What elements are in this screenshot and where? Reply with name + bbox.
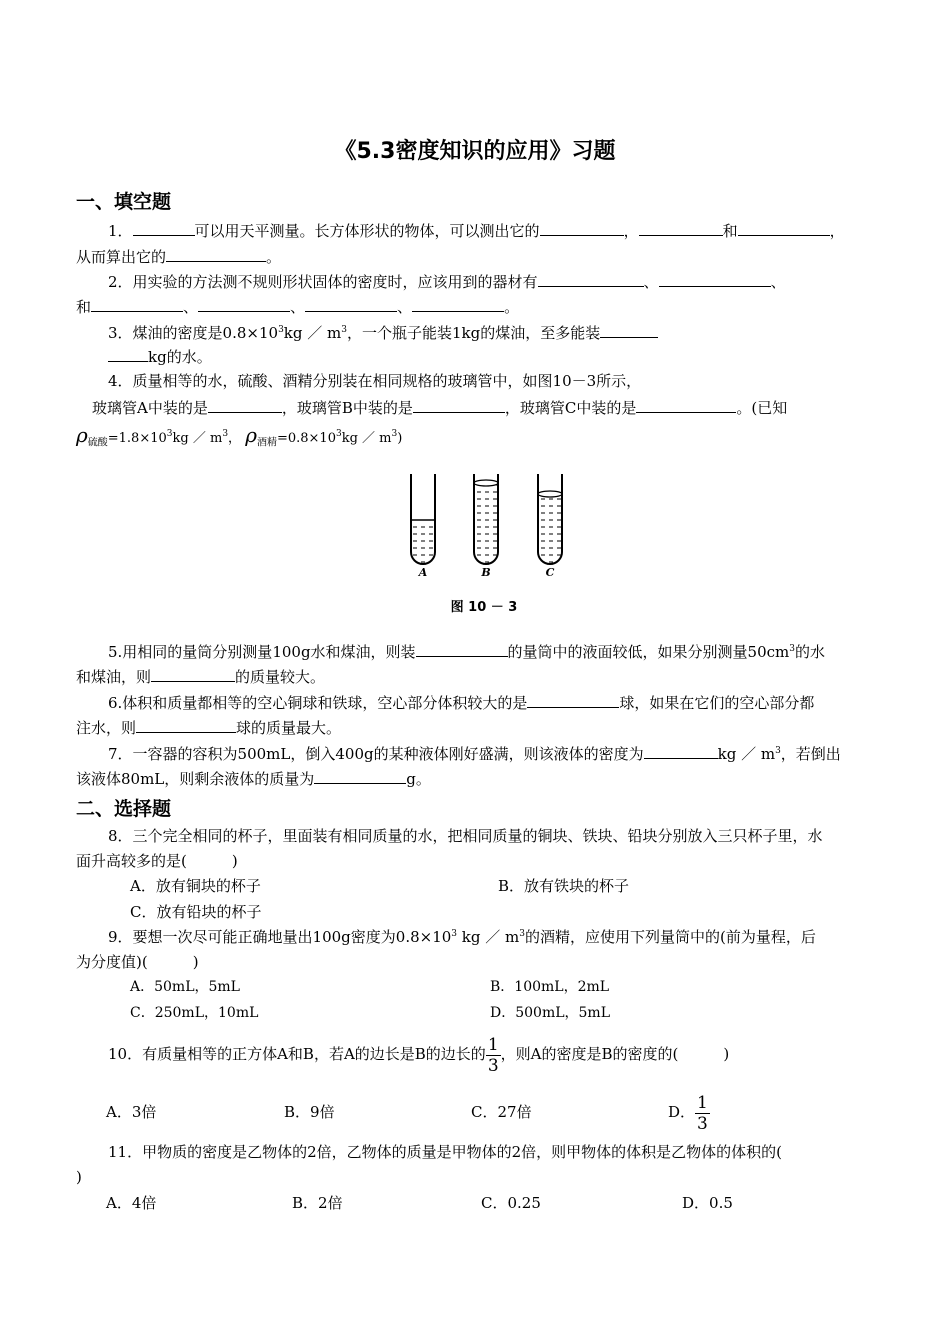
answer-blank[interactable] — [639, 220, 723, 236]
fraction-one-third: $\frac{1}{3}$ — [697, 1092, 708, 1134]
answer-blank[interactable] — [305, 296, 397, 312]
question-1-cont: 从而算出它的 。 — [76, 248, 282, 266]
answer-blank[interactable] — [644, 743, 718, 759]
question-11-cont: ) — [76, 1168, 82, 1186]
answer-blank[interactable] — [314, 768, 406, 784]
question-7-cont: 该液体80mL，则剩余液体的质量为 g。 — [76, 770, 431, 788]
q11-option-d[interactable]: D．0.5 — [682, 1194, 733, 1212]
q11-option-b[interactable]: B．2倍 — [292, 1194, 343, 1212]
question-9: 9．要想一次尽可能正确地量出100g密度为$0.8\times 10^3$ kg ／ $m^3$的酒精，应使用下列量筒中的(前为量程，后 — [108, 928, 816, 946]
question-11: 11．甲物质的密度是乙物体的2倍，乙物体的质量是甲物体的2倍，则甲物体的体积是乙物体的体积的( — [108, 1143, 783, 1161]
q8-option-b[interactable]: B．放有铁块的杯子 — [498, 877, 630, 895]
answer-blank[interactable] — [108, 346, 148, 362]
question-1: 1． 可以用天平测量。长方体形状的物体，可以测出它的 ， 和 ， — [108, 222, 845, 240]
question-3: 3．煤油的密度是$0.8\times 10^3kg$ ／ $m^3$，一个瓶子能装1kg的煤油，至多能装 — [76, 322, 878, 343]
answer-blank[interactable] — [738, 220, 830, 236]
question-9-cont: 为分度值)( ) — [76, 953, 199, 971]
question-4-densities: $\rho_{硫酸}=1.8\times 10^3kg$ ／ $m^3$， $\rho_{酒精}=0.8\times 10^3kg$ ／ $m^3$) — [76, 423, 403, 449]
answer-blank[interactable] — [659, 271, 771, 287]
question-2: 2．用实验的方法测不规则形状固体的密度时，应该用到的器材有 、 、 — [108, 273, 786, 291]
question-7: 7．一容器的容积为500mL，倒入400g的某种液体刚好盛满，则该液体的密度为 kg ／ $m^3$，若倒出 — [108, 745, 841, 763]
answer-blank[interactable] — [600, 322, 658, 338]
question-10: 10．有质量相等的正方体A和B，若A的边长是B的边长的 $\frac{1}{3}$ ，则A的密度是B的密度的( ) — [108, 1034, 730, 1076]
question-4-cont: 玻璃管A中装的是 ，玻璃管B中装的是 ，玻璃管C中装的是 。(已知 — [92, 399, 788, 417]
tube-c — [538, 474, 562, 564]
answer-blank[interactable] — [538, 271, 644, 287]
tube-label-a: A — [418, 566, 428, 579]
question-4: 4．质量相等的水，硫酸、酒精分别装在相同规格的玻璃管中，如图10－3所示， — [108, 372, 642, 390]
q9-option-c[interactable]: C．250mL，10mL — [130, 1005, 259, 1021]
q9-option-d[interactable]: D．500mL，5mL — [490, 1005, 610, 1021]
question-8-cont: 面升高较多的是( ) — [76, 852, 238, 870]
answer-blank[interactable] — [527, 692, 619, 708]
section-heading-fill-in: 一、填空题 — [76, 191, 172, 213]
answer-blank[interactable] — [91, 296, 183, 312]
q10-option-b[interactable]: B．9倍 — [284, 1103, 335, 1121]
q9-option-b[interactable]: B．100mL，2mL — [490, 979, 610, 995]
q11-option-c[interactable]: C．0.25 — [481, 1194, 541, 1212]
answer-blank[interactable] — [413, 397, 505, 413]
tube-label-c: C — [545, 566, 555, 579]
answer-blank[interactable] — [540, 220, 624, 236]
figure-caption: 图 10 － 3 — [450, 600, 518, 615]
q10-option-c[interactable]: C．27倍 — [471, 1103, 532, 1121]
q10-option-d[interactable]: D． $\frac{1}{3}$ — [668, 1092, 708, 1134]
figure-test-tubes — [396, 468, 572, 618]
answer-blank[interactable] — [636, 397, 736, 413]
answer-blank[interactable] — [166, 246, 266, 262]
question-5: 5.用相同的量筒分别测量100g水和煤油，则装 的量筒中的液面较低，如果分别测量$50cm^3$的水 — [108, 643, 826, 661]
question-2-cont: 和 、 、 、 。 — [76, 298, 520, 316]
q9-option-a[interactable]: A．50mL，5mL — [130, 979, 240, 995]
answer-blank[interactable] — [208, 397, 282, 413]
q8-option-a[interactable]: A．放有铜块的杯子 — [130, 877, 261, 895]
rho-symbol: ρ — [76, 423, 88, 447]
q11-option-a[interactable]: A．4倍 — [106, 1194, 157, 1212]
tube-a — [411, 474, 435, 564]
answer-blank[interactable] — [412, 296, 504, 312]
answer-blank[interactable] — [416, 641, 508, 657]
question-6-cont: 注水，则 球的质量最大。 — [76, 719, 342, 737]
q10-option-a[interactable]: A．3倍 — [106, 1103, 157, 1121]
answer-blank[interactable] — [151, 666, 235, 682]
test-tubes-drawing — [396, 468, 572, 588]
section-heading-multiple-choice: 二、选择题 — [76, 798, 172, 820]
answer-blank[interactable] — [198, 296, 290, 312]
page-title: 《5.3密度知识的应用》习题 — [334, 139, 616, 164]
rho-symbol: ρ — [245, 423, 257, 447]
question-6: 6.体积和质量都相等的空心铜球和铁球，空心部分体积较大的是 球，如果在它们的空心部分都 — [108, 694, 815, 712]
answer-blank[interactable] — [136, 717, 236, 733]
tube-label-b: B — [481, 566, 491, 579]
question-5-cont: 和煤油，则 的质量较大。 — [76, 668, 326, 686]
fraction-one-third: $\frac{1}{3}$ — [487, 1034, 499, 1076]
tube-b — [474, 474, 498, 564]
q8-option-c[interactable]: C．放有铅块的杯子 — [130, 903, 262, 921]
question-8: 8．三个完全相同的杯子，里面装有相同质量的水，把相同质量的铜块、铁块、铅块分别放入三只杯子里，水 — [108, 827, 823, 845]
answer-blank[interactable] — [133, 220, 195, 236]
question-3-cont: kg的水。 — [76, 346, 878, 367]
